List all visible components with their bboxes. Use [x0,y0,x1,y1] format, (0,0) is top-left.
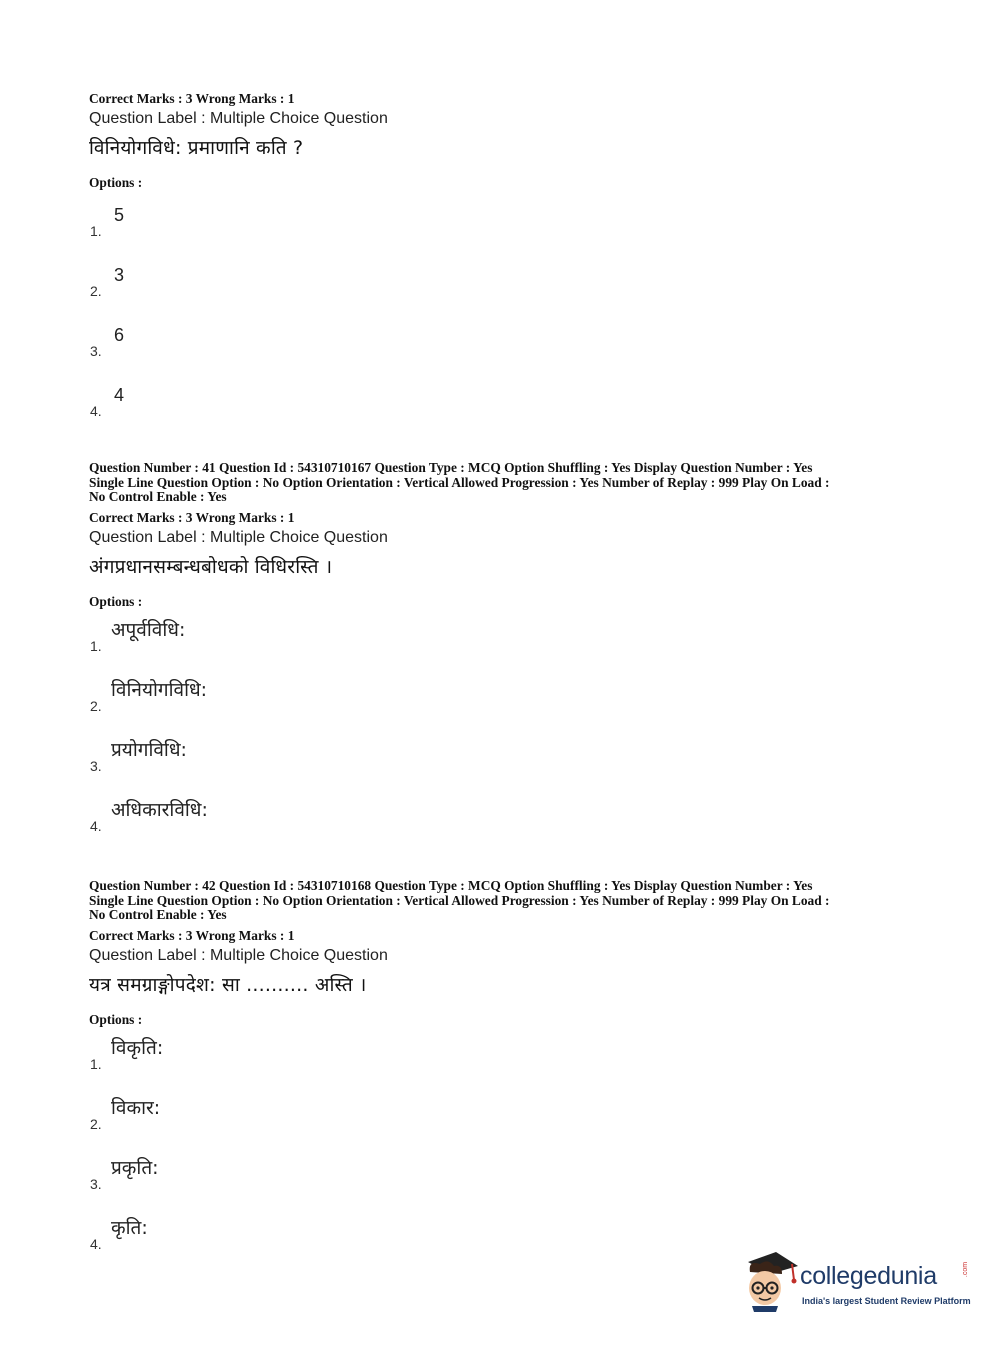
option-1[interactable] [89,201,919,261]
option-1[interactable] [89,1034,919,1094]
question-meta-line-1: Question Number : 41 Question Id : 54310710167 Question Type : MCQ Option Shuffling : Yes Display Question Number : Yes [89,460,813,475]
option-text: 6 [114,325,125,345]
question-label: Question Label : Multiple Choice Question [89,528,388,546]
question-label: Question Label : Multiple Choice Question [89,110,388,127]
option-number: 4. [90,403,102,419]
option-text: अधिकारविधि: [111,798,208,821]
options-label: Options : [89,593,143,609]
option-text: 4 [114,385,125,405]
option-number: 2. [90,283,102,299]
option-text: विकार: [111,1096,161,1119]
option-1[interactable] [89,616,919,676]
option-4[interactable] [89,381,919,441]
question-meta-line-3: No Control Enable : Yes [89,489,227,504]
option-text: 5 [114,205,125,225]
option-text: प्रकृति: [111,1156,159,1179]
options-list [89,1034,919,1274]
question-text: विनियोगविधे: प्रमाणानि कति ? [89,137,304,159]
option-2[interactable] [89,676,919,736]
option-number: 1. [90,1055,102,1072]
options-label: Options : [89,175,143,190]
option-3[interactable] [89,736,919,796]
option-number: 1. [90,637,102,654]
option-text: कृति: [111,1216,148,1239]
option-text: विकृति: [111,1036,164,1059]
question-label: Question Label : Multiple Choice Question [89,946,388,964]
question-text: अंगप्रधानसम्बन्धबोधको विधिरस्ति । [89,555,333,578]
option-number: 2. [90,697,102,714]
marks-line: Correct Marks : 3 Wrong Marks : 1 [89,927,295,943]
option-text: 3 [114,265,125,285]
option-number: 3. [90,757,102,774]
options-list [89,201,919,441]
question-meta-line-1: Question Number : 42 Question Id : 54310710168 Question Type : MCQ Option Shuffling : Yes Display Question Number : Yes [89,878,813,893]
option-text: प्रयोगविधि: [111,738,187,761]
option-3[interactable] [89,1154,919,1214]
option-2[interactable] [89,261,919,321]
option-number: 4. [90,1235,102,1252]
options-list [89,616,919,856]
option-3[interactable] [89,321,919,381]
option-number: 3. [90,343,102,359]
question-meta-line-3: No Control Enable : Yes [89,907,227,922]
logo-com: .com [962,1261,970,1278]
option-text: विनियोगविधि: [111,678,208,701]
question-41 [89,461,919,856]
question-meta-line-2: Single Line Question Option : No Option Orientation : Vertical Allowed Progression : Yes Number of Replay : 999 Play On Load : [89,892,830,908]
question-text: यत्र समग्राङ्गोपदेश: सा .......... अस्ति । [89,973,367,996]
question-42 [89,879,919,1274]
mascot-icon [742,1250,798,1312]
question-meta-line-2: Single Line Question Option : No Option Orientation : Vertical Allowed Progression : Yes Number of Replay : 999 Play On Load : [89,474,830,490]
marks-line: Correct Marks : 3 Wrong Marks : 1 [89,91,295,106]
option-text: अपूर्वविधि: [111,618,186,641]
logo-wordmark: collegedunia [800,1262,937,1290]
option-number: 4. [90,817,102,834]
option-number: 1. [90,223,102,239]
option-number: 3. [90,1175,102,1192]
question-40 [89,91,919,441]
marks-line: Correct Marks : 3 Wrong Marks : 1 [89,509,295,525]
logo-tagline: India's largest Student Review Platform [802,1296,971,1306]
option-number: 2. [90,1115,102,1132]
options-label: Options : [89,1011,143,1027]
option-4[interactable] [89,796,919,856]
collegedunia-logo[interactable] [742,1250,972,1318]
option-2[interactable] [89,1094,919,1154]
